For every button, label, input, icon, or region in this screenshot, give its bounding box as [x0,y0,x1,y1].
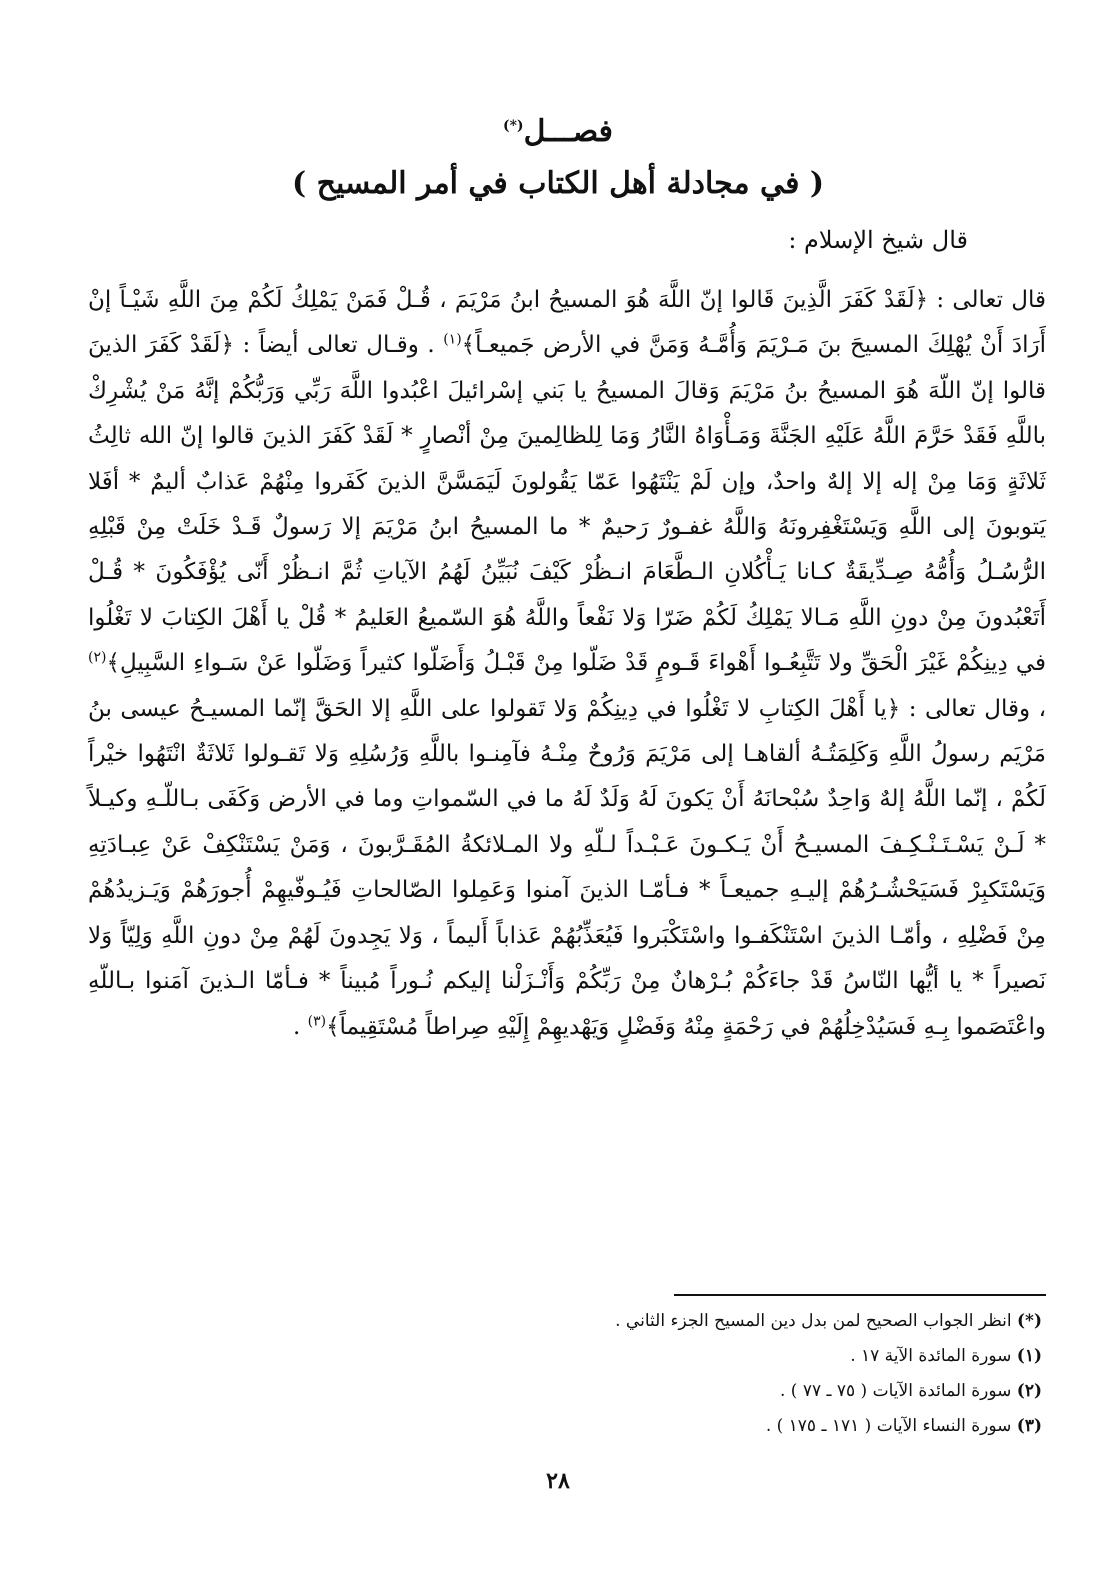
footnote-item [88,1304,1042,1339]
footnote-item [88,1374,1042,1409]
footnote-mark: (٣) [1016,1416,1042,1436]
main-paragraph [88,278,1046,1050]
footnote-ref-1: (١) [443,331,462,348]
footnote-mark: (١) [1016,1346,1042,1366]
footnote-ref-3: (٣) [307,1012,327,1029]
footnote-text: انظر الجواب الصحيح لمن بدل دين المسيح الجزء الثاني . [615,1311,1018,1331]
footnote-divider [674,1294,1046,1296]
page-number: ٢٨ [546,1468,570,1494]
footnote-mark: (٢) [1016,1381,1042,1401]
paragraph-part-2: . وقـال تعالى أيضاً : ﴿لَقَدْ كَفَرَ الذينَ قالوا إنّ اللّهَ هُوَ المسيحُ بنُ مَرْيَمَ وَقالَ المسيحُ يا بَني إسْرائيلَ اعْبُدوا اللَّهَ رَبِّي وَرَبُّكُمْ إنَّهُ مَنْ يُشْرِكْ باللَّهِ فَقَدْ حَرَّمَ اللَّهُ عَلَيْهِ الجَنَّةَ وَمَـأْوَاهُ النَّارُ وَمَا لِلظالِمينَ مِنْ أنْصارٍ * لَقَدْ كَفَرَ الذينَ قالوا إنّ الله ثالِثُ ثَلاثَةٍ وَمَا مِنْ إله إلا إلهٌ واحدٌ، وإن لَمْ يَنْتَهُوا عَمّا يَقُولونَ لَيَمَسَّنَّ الذينَ كَفَروا مِنْهُمْ عَذابٌ أليمٌ * أفَلا يَتوبونَ إلى اللَّهِ وَيَسْتَغْفِرونَهُ وَاللَّهُ غفـورٌ رَحيمٌ * ما المسيحُ ابنُ مَرْيَمَ إلا رَسولٌ قَـدْ خَلَتْ مِنْ قَبْلِهِ الرُّسُـلُ وَأُمُّهُ صِـدِّيقَةٌ كـانا يَـأْكُلانِ الـطَّعَامَ انـظُرْ كَيْفَ نُبَيِّنُ لَهُمُ الآياتِ ثُمَّ انـظُرْ أَنّى يُؤْفَكُونَ * قُـلْ أَتَعْبُدونَ مِنْ دونِ اللَّهِ مَـالا يَمْلِكُ لَكُمْ ضَرّا وَلا نَفْعاً واللَّهُ هُوَ السّميعُ العَليمُ * قُلْ يا أَهْلَ الكِتابَ لا تَغْلُوا في دِينِكُمْ غَيْرَ الْحَقِّ ولا تَتَّبِعُـوا أَهْواءَ قَـومٍ قَدْ ضَلّوا مِنْ قَبْـلُ وَأَضَلّوا كثيراً وَضَلّوا عَنْ سَـواءِ السَّبِيلِ﴾ [88,332,1046,677]
paragraph-part-4: . [292,1013,308,1040]
section-title [0,112,1116,152]
footnote-text: سورة المائدة الآيات ( ٧٥ ـ ٧٧ ) . [779,1381,1017,1401]
footnote-text: سورة النساء الآيات ( ١٧١ ـ ١٧٥ ) . [765,1416,1017,1436]
paragraph-part-3: ، وقال تعالى : ﴿يا أَهْلَ الكِتابِ لا تَغْلُوا في دِينِكُمْ وَلا تَقولوا على اللَّهِ إلا الحَقَّ إنّما المسيـحُ عيسى بنُ مَرْيَم رسولُ اللَّهِ وَكَلِمَتُـهُ ألقاهـا إلى مَرْيَمَ وَرُوحٌ مِنْـهُ فآمِنـوا باللَّهِ وَرُسُلِهِ وَلا تَقـولوا ثَلاثَةٌ انْتَهُوا خيْراً لَكُمْ ، إنّما اللَّهُ إلهٌ وَاحِدٌ سُبْحانَهُ أَنْ يَكونَ لَهُ وَلَدٌ لَهُ ما في السّمواتِ وما في الأرض وَكَفَى بـاللّـهِ وكيـلاً * لَـنْ يَسْـتَـنْـكِـفَ المسيـحُ أَنْ يَـكـونَ عَـبْـداً لـلّهِ ولا المـلائكةُ المُقَـرَّبونَ ، وَمَنْ يَسْتَنْكِفْ عَنْ عِبـادَتِهِ وَيَسْتَكبِرْ فَسَيَحْشُـرُهُمْ إليـهِ جميعـاً * فـأمّـا الذينَ آمنوا وَعَمِلوا الصّالحاتِ فَيُـوفّيهِمْ أُجورَهُمْ وَيَـزيدُهُمْ مِنْ فَضْلِهِ ، وأمّـا الذينَ اسْتَنْكَفـوا واسْتَكْبَروا فَيُعَذِّبُهُمْ عَذاباً أَليماً ، وَلا يَجِدونَ لَهُمْ مِنْ دونِ اللَّهِ وَلِيّاً وَلا نَصيراً * يا أيُّها النّاسُ قَدْ جاءَكُمْ بُـرْهانٌ مِنْ رَبِّكُمْ وَأَنْـزَلْنا إليكم نُـوراً مُبيناً * فـأمّا الـذينَ آمَنوا بـاللّهِ واعْتَصَموا بِـهِ فَسَيُدْخِلُهُمْ في رَحْمَةٍ مِنْهُ وَفَضْلٍ وَيَهْديهِمْ إِلَيْهِ صِراطاً مُسْتَقِيماً﴾ [88,695,1046,1040]
footnote-text: سورة المائدة الآية ١٧ . [850,1346,1017,1366]
footnote-item [88,1339,1042,1374]
paragraph-part-1: قال تعالى : ﴿لَقَدْ كَفَرَ الَّذِينَ قَالوا إنّ اللَّهَ هُوَ المسيحُ ابنُ مَرْيَمَ ، قُـلْ فَمَنْ يَمْلِكُ لَكُمْ مِنَ اللَّهِ شَيْـاً إنْ أَرَادَ أَنْ يُهْلِكَ المسيحَ بنَ مَـرْيَمَ وَأُمَّـهُ وَمَنَّ في الأرض جَميعـاً﴾ [88,287,1046,359]
footnote-ref-2: (٢) [88,649,107,666]
intro-line: قال شيخ الإسلام : [788,226,968,254]
section-title-footnote-mark: (*) [502,118,524,134]
section-title-text: فصـــل [523,114,614,149]
footnote-mark: (*) [1017,1311,1042,1331]
footnotes [88,1304,1042,1444]
footnote-item [88,1409,1042,1444]
section-subtitle: ( في مجادلة أهل الكتاب في أمر المسيح ) [291,166,825,201]
